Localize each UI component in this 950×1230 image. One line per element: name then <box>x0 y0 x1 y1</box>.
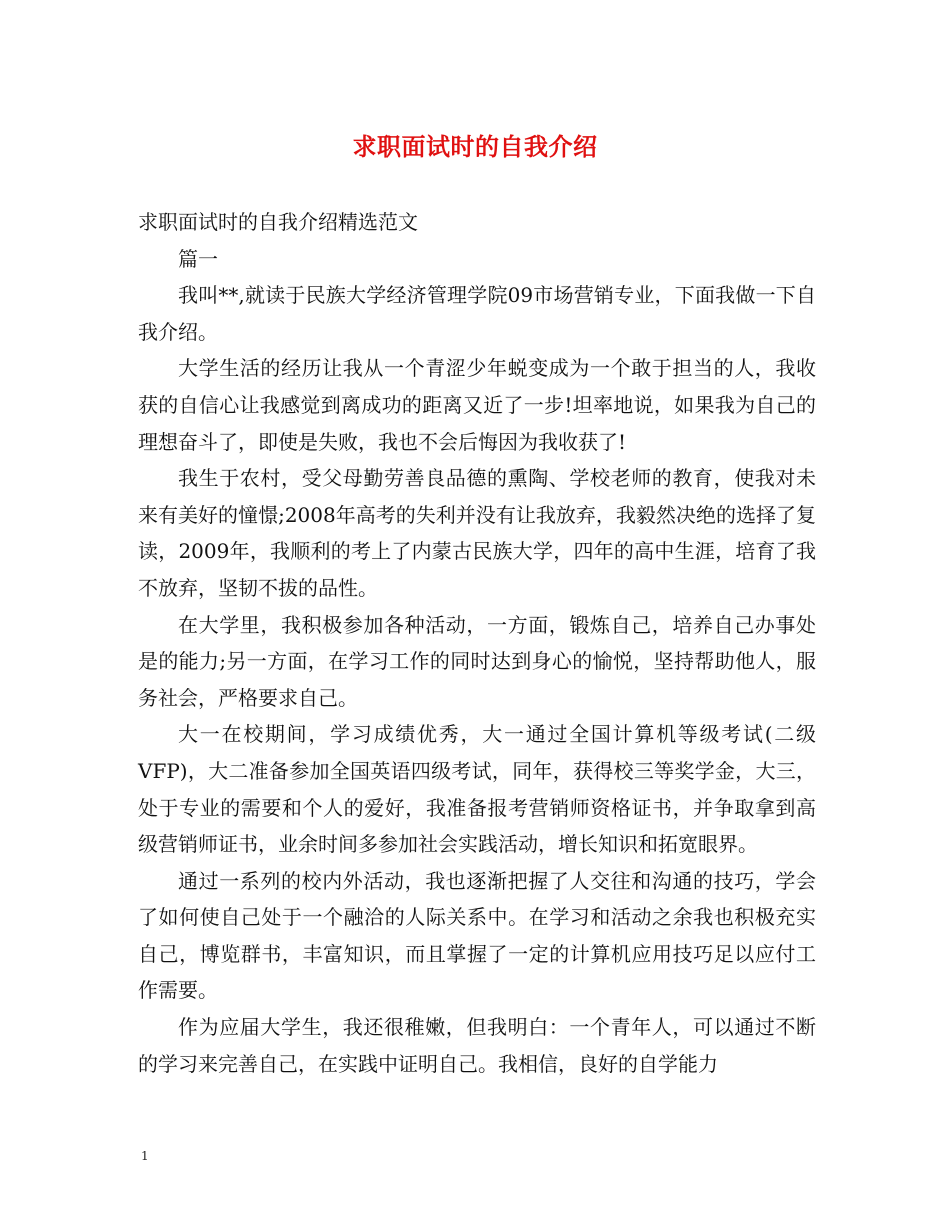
document-title: 求职面试时的自我介绍 <box>352 132 598 161</box>
paragraph: 大一在校期间，学习成绩优秀，大一通过全国计算机等级考试(二级VFP)，大二准备参加全国英语四级考试，同年，获得校三等奖学金，大三，处于专业的需要和个人的爱好，我准备报考营销师资格证书，并争取拿到高级营销师证书，业余时间多参加社会实践活动，增长知识和拓宽眼界。 <box>138 722 816 857</box>
section-label: 篇一 <box>178 246 218 271</box>
paragraph: 大学生活的经历让我从一个青涩少年蜕变成为一个敢于担当的人，我收获的自信心让我感觉到离成功的距离又近了一步!坦率地说，如果我为自己的理想奋斗了，即使是失败，我也不会后悔因为我收获了! <box>138 356 816 454</box>
paragraph: 在大学里，我积极参加各种活动，一方面，锻炼自己，培养自己办事处是的能力;另一方面，在学习工作的同时达到身心的愉悦，坚持帮助他人，服务社会，严格要求自己。 <box>138 612 816 710</box>
paragraph: 作为应届大学生，我还很稚嫩，但我明白：一个青年人，可以通过不断的学习来完善自己，在实践中证明自己。我相信，良好的自学能力 <box>138 1015 816 1076</box>
paragraph: 通过一系列的校内外活动，我也逐渐把握了人交往和沟通的技巧，学会了如何使自己处于一个融洽的人际关系中。在学习和活动之余我也积极充实自己，博览群书，丰富知识，而且掌握了一定的计算机应用技巧足以应付工作需要。 <box>138 868 816 1003</box>
page-number: 1 <box>141 1149 149 1163</box>
document-body <box>138 204 816 1082</box>
paragraph: 我生于农村，受父母勤劳善良品德的熏陶、学校老师的教育，使我对未来有美好的憧憬;2008年高考的失利并没有让我放弃，我毅然决绝的选择了复读，2009年，我顺利的考上了内蒙古民族大学，四年的高中生涯，培育了我不放弃，坚韧不拔的品性。 <box>138 466 816 600</box>
document-subtitle: 求职面试时的自我介绍精选范文 <box>138 210 418 234</box>
paragraph: 我叫**,就读于民族大学经济管理学院09市场营销专业，下面我做一下自我介绍。 <box>138 283 816 344</box>
